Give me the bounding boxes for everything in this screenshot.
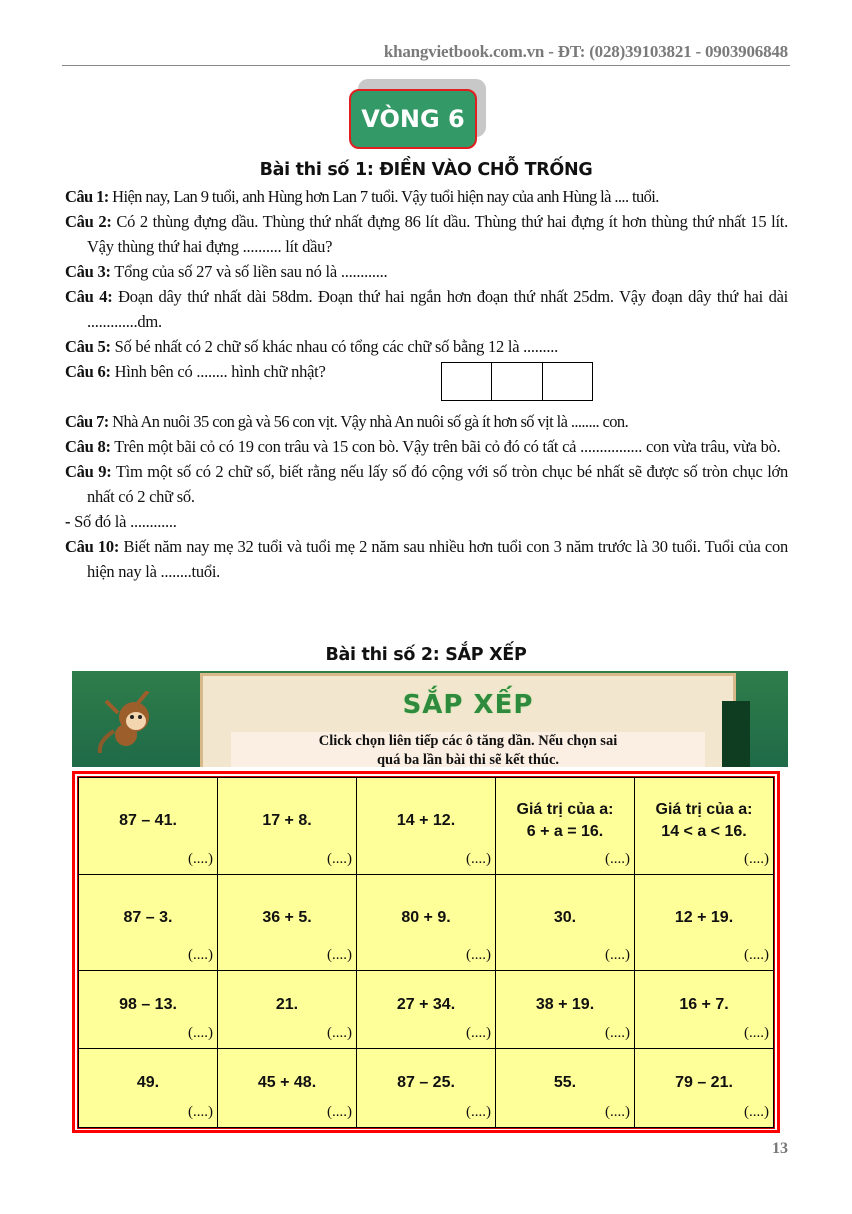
cell-text: 49. [136,1074,160,1091]
question-text: Tổng của số 27 và số liền sau nó là ............ [110,262,388,281]
question-2 [65,209,788,259]
grid-row [79,1049,774,1128]
question-3 [65,259,788,284]
cell-text: 17 + 8. [262,812,312,829]
answer-blank: (....) [327,851,352,867]
question-label: - [65,512,71,531]
answer-blank: (....) [188,851,213,867]
instruction-text [231,732,705,767]
cell-text: 79 – 21. [675,1074,733,1091]
answer-blank: (....) [188,947,213,963]
grid-cell[interactable] [496,971,635,1049]
question-text: Số bé nhất có 2 chữ số khác nhau có tổng các chữ số bằng 12 là ......... [110,337,559,356]
answer-blank: (....) [327,1025,352,1041]
question-label: Câu 2: [65,212,112,231]
grid-cell[interactable] [357,1049,496,1128]
instruction-board [200,673,736,767]
grid-cell[interactable] [635,971,774,1049]
cell-text: Giá trị của a: [655,801,753,818]
page-number: 13 [772,1140,788,1157]
question-label: Câu 6: [65,362,111,381]
answer-blank: (....) [466,1025,491,1041]
sort-grid [72,771,780,1133]
section2-title: Bài thi số 2: SẮP XẾP [325,645,527,665]
question-6 [65,359,788,409]
cell-text: 12 + 19. [674,908,734,926]
question-label: Câu 7: [65,412,109,431]
question-4 [65,284,788,334]
grid-cell[interactable] [218,971,357,1049]
question-label: Câu 10: [65,537,120,556]
cell-text: 16 + 7. [679,995,729,1013]
answer-blank: (....) [327,947,352,963]
cell-text: 38 + 19. [535,995,595,1013]
question-label: Câu 3: [65,262,111,281]
banner-title: SẮP XẾP [402,690,534,720]
grid-cell[interactable] [635,1049,774,1128]
question-9 [65,459,788,509]
grid-cell[interactable] [79,875,218,971]
grid-cell[interactable] [79,971,218,1049]
grid-cell[interactable] [79,778,218,875]
cell-text: 14 + 12. [396,812,456,829]
question-8 [65,434,788,459]
cell-text: 87 – 3. [123,908,173,926]
grid-cell[interactable] [357,971,496,1049]
question-label: Câu 5: [65,337,111,356]
grid-cell[interactable] [357,778,496,875]
answer-blank: (....) [744,1025,769,1041]
cell-text: 55. [553,1074,577,1091]
instruction-line: Click chọn liên tiếp các ô tăng dần. Nếu chọn sai [318,733,618,749]
answer-blank: (....) [466,1104,491,1120]
cell-text: 80 + 9. [401,908,451,926]
grid-cell[interactable] [218,875,357,971]
section1-title: Bài thi số 1: ĐIỀN VÀO CHỖ TRỐNG [259,160,593,180]
grid-cell[interactable] [635,778,774,875]
round-badge: VÒNG 6 [349,89,477,149]
question-1 [65,184,788,209]
question-label: Câu 8: [65,437,111,456]
grid-cell[interactable] [357,875,496,971]
grid-cell[interactable] [496,778,635,875]
question-text: Đoạn dây thứ nhất dài 58dm. Đoạn thứ hai ngắn hơn đoạn thứ nhất 25dm. Vậy đoạn dây thứ hai dài .............dm. [87,287,788,331]
question-label: Câu 9: [65,462,112,481]
answer-blank: (....) [605,947,630,963]
question-text: Biết năm nay mẹ 32 tuổi và tuổi mẹ 2 năm sau nhiều hơn tuổi con 3 năm trước là 30 tuổi. Tuổi của con hiện nay là ........tuổi. [87,537,788,581]
answer-blank: (....) [744,851,769,867]
answer-blank: (....) [327,1104,352,1120]
question-text: Tìm một số có 2 chữ số, biết rằng nếu lấy số đó cộng với số tròn chục bé nhất sẽ được số tròn chục lớn nhất có 2 chữ số. [87,462,789,506]
question-list [65,184,788,584]
instruction-line: quá ba lần bài thi sẽ kết thúc. [376,752,560,767]
question-7 [65,409,788,434]
grid-cell[interactable] [218,1049,357,1128]
cell-text: 45 + 48. [257,1074,317,1091]
grid-row [79,971,774,1049]
question-10 [65,509,788,534]
question-text: Hình bên có ........ hình chữ nhật? [110,362,326,381]
wood-post [722,701,750,767]
answer-blank: (....) [605,851,630,867]
question-text: Số đó là ............ [70,512,177,531]
question-5 [65,334,788,359]
question-text: Trên một bãi cỏ có 19 con trâu và 15 con bò. Vậy trên bãi cỏ đó có tất cả ................ con vừa trâu, vừa bò. [110,437,781,456]
cell-text: 87 – 25. [397,1074,455,1091]
question-text: Hiện nay, Lan 9 tuổi, anh Hùng hơn Lan 7 tuổi. Vậy tuổi hiện nay của anh Hùng là .... tuổi. [108,187,659,206]
game-banner [72,671,788,767]
answer-blank: (....) [466,947,491,963]
grid-cell[interactable] [496,875,635,971]
cell-text: 21. [275,995,299,1013]
cell-text: 98 – 13. [119,995,177,1013]
answer-blank: (....) [744,947,769,963]
cell-text: 6 + a = 16. [526,823,604,840]
cell-text: 87 – 41. [119,812,177,829]
cell-text: Giá trị của a: [516,801,614,818]
question-label: Câu 4: [65,287,113,306]
answer-blank: (....) [466,851,491,867]
page-header: khangvietbook.com.vn - ĐT: (028)39103821 - 0903906848 [383,42,788,61]
grid-row [79,875,774,971]
grid-cell[interactable] [496,1049,635,1128]
answer-blank: (....) [188,1104,213,1120]
answer-blank: (....) [605,1104,630,1120]
cell-text: 30. [553,908,577,926]
grid-cell[interactable] [218,778,357,875]
rectangle-figure [441,362,593,401]
question-label: Câu 1: [65,187,109,206]
cell-text: 27 + 34. [396,995,456,1013]
question-text: Nhà An nuôi 35 con gà và 56 con vịt. Vậy nhà An nuôi số gà ít hơn số vịt là ........ con. [108,412,629,431]
cell-text: 36 + 5. [262,908,312,926]
question-11 [65,534,788,584]
cell-text: 14 < a < 16. [661,823,747,840]
question-text: Có 2 thùng đựng dầu. Thùng thứ nhất đựng 86 lít dầu. Thùng thứ hai đựng ít hơn thùng thứ nhất 15 lít. Vậy thùng thứ hai đựng .......... lít dầu? [87,212,788,256]
monkey-icon [94,691,158,755]
answer-blank: (....) [605,1025,630,1041]
header-divider [62,65,790,66]
grid-cell[interactable] [79,1049,218,1128]
answer-blank: (....) [744,1104,769,1120]
grid-row [79,778,774,875]
grid-cell[interactable] [635,875,774,971]
answer-blank: (....) [188,1025,213,1041]
